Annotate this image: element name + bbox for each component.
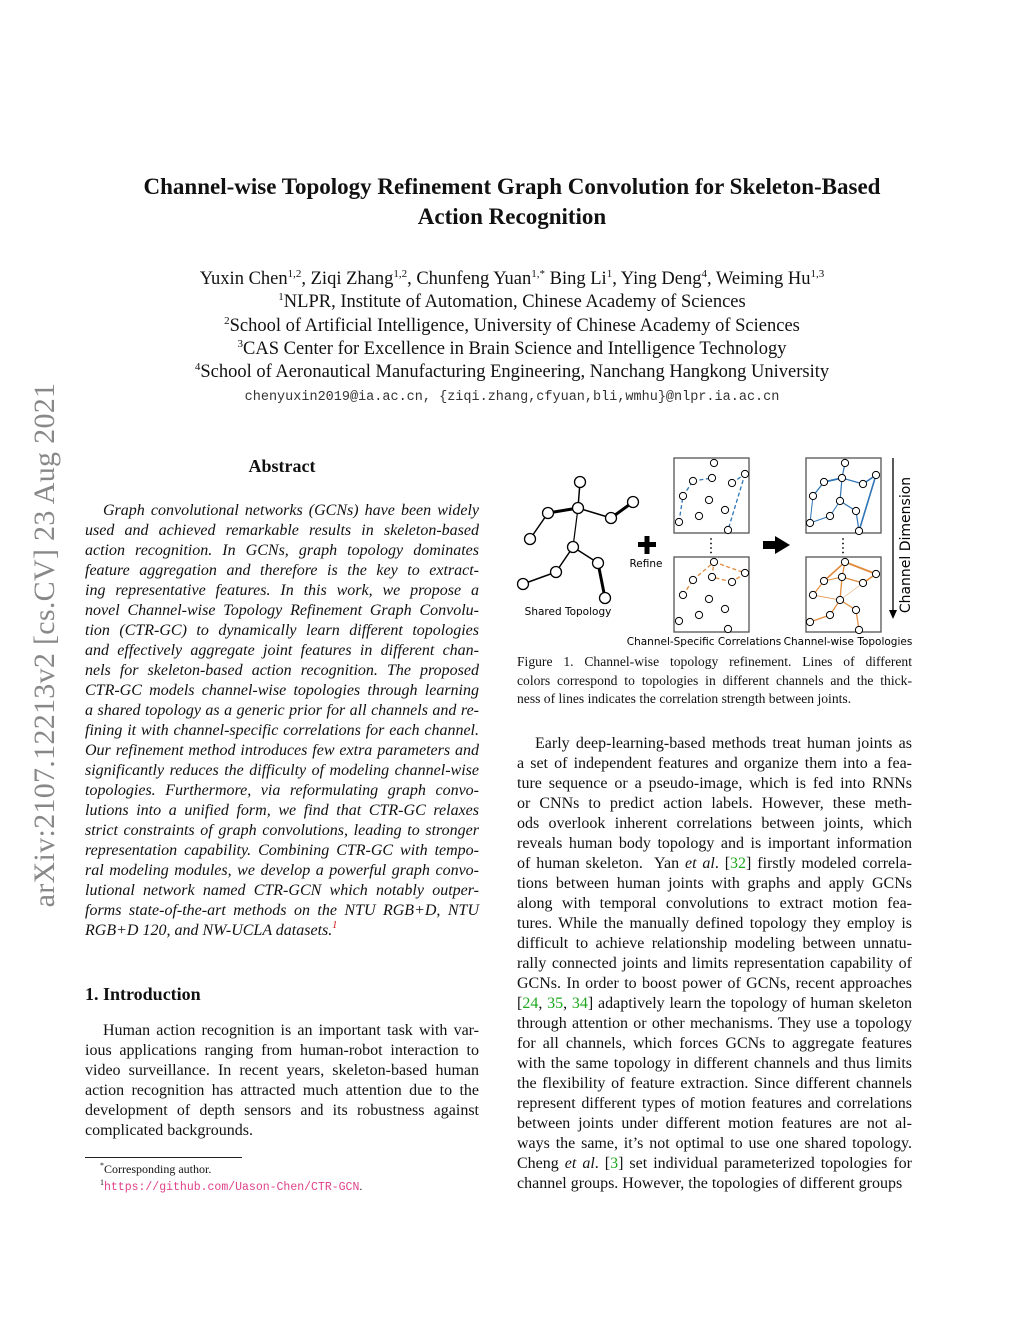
- footnote-period: .: [359, 1179, 363, 1193]
- text-line: [517, 1154, 912, 1174]
- footnote-text: Corresponding author.: [104, 1162, 212, 1176]
- joint-node: [741, 470, 748, 477]
- joint-node: [679, 591, 686, 598]
- ellipsis-dot: [710, 552, 712, 554]
- arrow-right-icon: [763, 536, 790, 554]
- joint-node: [859, 480, 866, 487]
- introduction-heading: 1. Introduction: [85, 984, 201, 1004]
- text-line: action recognition. In GCNs, graph topology dominates: [85, 542, 479, 559]
- text-line: [517, 994, 912, 1014]
- arxiv-identifier: arXiv:2107.12213v2 [cs.CV] 23 Aug 2021: [28, 382, 61, 908]
- joint-node: [852, 606, 859, 613]
- ellipsis-dot: [710, 538, 712, 540]
- plus-icon: [638, 536, 656, 554]
- joint-node: [728, 578, 735, 585]
- affiliation-text: CAS Center for Excellence in Brain Science and Intelligence Technology: [243, 338, 787, 359]
- joint-node: [695, 512, 702, 519]
- text-line: lutions into a unified form, we find that CTR-GC relaxes: [85, 802, 479, 819]
- author-name: Bing Li: [549, 269, 607, 289]
- topology-panel-blue: [806, 458, 881, 535]
- channel-dimension-axis: [889, 458, 914, 619]
- joint-node: [826, 611, 833, 618]
- author-name: Ying Deng: [620, 269, 702, 289]
- author-name: Yuxin Chen: [199, 269, 288, 289]
- shared-topology-skeleton: [518, 477, 639, 604]
- refine-label: Refine: [629, 558, 663, 570]
- text-line: CTR-GC models channel-wise topologies through learning: [85, 682, 479, 699]
- shared-topology-label: Shared Topology: [524, 606, 612, 618]
- correlation-panel-orange: [674, 557, 749, 633]
- author-affiliation-mark: 1,2: [393, 268, 408, 280]
- footnote-corresponding: [100, 1161, 211, 1177]
- text-line: reveals human body topology and is important information: [517, 835, 912, 852]
- text-line: tions between human joints with graphs and apply GCNs: [517, 875, 912, 892]
- text-segment: ] adaptively learn the topology of human skeleton: [587, 995, 913, 1012]
- text-line: complicated backgrounds.: [85, 1122, 253, 1139]
- text-segment: ,: [538, 995, 548, 1012]
- footnote-link: [100, 1178, 362, 1196]
- text-line: ness of lines indicates the correlation strength between joints.: [517, 691, 852, 706]
- emails: chenyuxin2019@ia.ac.cn, {ziqi.zhang,cfyuan,bli,wmhu}@nlpr.ia.ac.cn: [244, 390, 780, 406]
- joint-node: [836, 596, 843, 603]
- joint-node: [710, 558, 717, 565]
- intro-heading-wrap: [85, 984, 201, 1005]
- text-line: Figure 1. Channel-wise topology refinement. Lines of different: [517, 654, 912, 669]
- introduction-body: [85, 1021, 479, 1141]
- joint-node: [705, 595, 712, 602]
- text-segment: ] firstly modeled correla-: [746, 855, 913, 872]
- text-line: tion (CTR-GC) to dynamically learn different topologies: [85, 622, 479, 639]
- joint-node: [809, 492, 816, 499]
- text-line: between joints under different motion features are not al-: [517, 1115, 912, 1132]
- joint-node: [838, 573, 845, 580]
- ellipsis-dot: [842, 538, 844, 540]
- citation-link[interactable]: 24: [522, 995, 539, 1012]
- right-column-body: [517, 734, 912, 1194]
- text-line: lutional network named CTR-GCN which notably outper-: [85, 882, 479, 899]
- text-line: strict constraints of graph convolutions, leading to stronger: [85, 822, 479, 839]
- text-line: channel groups. However, the topologies of different groups: [517, 1175, 903, 1192]
- footnote-ref[interactable]: 1: [332, 920, 338, 931]
- skeleton-joint: [628, 497, 639, 508]
- text-line: and effectively aggregate joint features in different chan-: [85, 642, 479, 659]
- joint-node: [836, 497, 843, 504]
- abstract-heading: Abstract: [248, 456, 316, 476]
- joint-node: [689, 576, 696, 583]
- joint-node: [721, 506, 728, 513]
- skeleton-joint: [543, 508, 554, 519]
- text-line: represent different types of motion features and correlations: [517, 1095, 912, 1112]
- joint-node: [855, 626, 862, 633]
- footnote-divider: [85, 1157, 242, 1158]
- text-line: Our refinement method introduces few extra parameters and: [85, 742, 479, 759]
- text-line: through attention or other mechanisms. They use a topology: [517, 1015, 912, 1032]
- text-line: novel Channel-wise Topology Refinement Graph Convolu-: [85, 602, 479, 619]
- citation-link[interactable]: 3: [610, 1155, 619, 1172]
- figure-caption: [517, 653, 912, 709]
- ellipsis-dot: [710, 543, 712, 545]
- text-segment: RGB+D 120, and NW-UCLA datasets.: [85, 922, 333, 939]
- author-separator: ,: [301, 269, 311, 289]
- footnote-mark: 1: [100, 1178, 104, 1187]
- joint-node: [708, 474, 715, 481]
- text-line: fining it with channel-specific correlations for each channel.: [85, 722, 479, 739]
- text-line: ods overlook inherent correlations between joints, which: [517, 815, 912, 832]
- text-line: Early deep-learning-based methods treat human joints as: [535, 735, 912, 752]
- author-affiliation-mark: 4: [701, 268, 707, 280]
- affiliation-text: School of Artificial Intelligence, University of Chinese Academy of Sciences: [229, 315, 800, 336]
- skeleton-joint: [600, 593, 611, 604]
- text-line: forms state-of-the-art methods on the NTU RGB+D, NTU: [85, 902, 479, 919]
- author-separator: ,: [706, 269, 716, 289]
- title-line-2: Action Recognition: [417, 204, 607, 229]
- joint-node: [679, 492, 686, 499]
- affiliation-text: School of Aeronautical Manufacturing Engineering, Nanchang Hangkong University: [200, 362, 830, 383]
- joint-node: [695, 611, 702, 618]
- ellipsis-dot: [842, 552, 844, 554]
- author-separator: ,: [407, 269, 417, 289]
- text-line: ing representative features. In this work, we propose a: [85, 582, 479, 599]
- joint-node: [724, 625, 731, 632]
- text-line: ways the same, it’s not optimal to use one shared topology.: [517, 1135, 912, 1152]
- citation-link[interactable]: 32: [730, 855, 747, 872]
- affiliation-number: 3: [237, 337, 244, 350]
- text-line: difficult to achieve relationship modeling between unnatu-: [517, 935, 912, 952]
- text-line: or CNNs to predict action labels. However, these meth-: [517, 795, 912, 812]
- text-line: GCNs. In order to boost power of GCNs, recent approaches: [517, 975, 912, 992]
- text-line: along with temporal convolutions to extract motion fea-: [517, 895, 912, 912]
- author-name: Chunfeng Yuan: [416, 269, 532, 289]
- joint-node: [838, 474, 845, 481]
- text-line: development of depth sensors and its robustness against: [85, 1102, 479, 1119]
- text-line: action recognition has attracted much attention due to the: [85, 1082, 479, 1099]
- joint-node: [741, 569, 748, 576]
- joint-node: [724, 526, 731, 533]
- joint-node: [710, 459, 717, 466]
- text-line: a set of independent features and organize them into a fea-: [517, 755, 912, 772]
- joint-node: [859, 579, 866, 586]
- ellipsis-dot: [842, 547, 844, 549]
- joint-node: [826, 512, 833, 519]
- text-line: Human action recognition is an important task with var-: [103, 1022, 479, 1039]
- skeleton-joint: [573, 503, 584, 514]
- text-line: video surveillance. In recent years, skeleton-based human: [85, 1062, 479, 1079]
- skeleton-joint: [593, 558, 604, 569]
- correlation-panel-blue: [674, 458, 749, 534]
- text-line: ture sequence or a pseudo-image, which is fed into RNNs: [517, 775, 912, 792]
- text-line: for all channels, which forces GCNs to aggregate features: [517, 1035, 912, 1052]
- joint-node: [841, 558, 848, 565]
- text-line: Graph convolutional networks (GCNs) have been widely: [103, 502, 479, 519]
- channel-dimension-label: Channel Dimension: [898, 476, 914, 614]
- joint-node: [675, 518, 682, 525]
- text-line: rally connected joints and limits representation capability of: [517, 955, 912, 972]
- skeleton-joint: [551, 567, 562, 578]
- joint-node: [872, 471, 879, 478]
- joint-node: [841, 459, 848, 466]
- skeleton-joint: [575, 477, 586, 488]
- joint-node: [675, 617, 682, 624]
- joint-node: [820, 478, 827, 485]
- title-line-1: Channel-wise Topology Refinement Graph Convolution for Skeleton-Based: [143, 174, 881, 199]
- author-name: Ziqi Zhang: [310, 269, 394, 289]
- channel-wise-label: Channel-wise Topologies: [783, 636, 913, 648]
- joint-node: [728, 479, 735, 486]
- topology-panel-orange: [806, 557, 881, 634]
- text-line: [85, 921, 479, 941]
- author-affiliation-mark: 1,*: [531, 268, 546, 280]
- text-segment: et al: [564, 1155, 595, 1172]
- joint-node: [872, 570, 879, 577]
- author-affiliation-mark: 1,3: [810, 268, 825, 280]
- affiliation-number: 4: [194, 361, 201, 374]
- joint-node: [806, 618, 813, 625]
- ellipsis-dot: [842, 543, 844, 545]
- footnote-mark: *: [100, 1161, 104, 1170]
- author-affiliation-mark: 1: [606, 268, 613, 280]
- text-line: used and achieved remarkable results in skeleton-based: [85, 522, 479, 539]
- text-line: with the same topology in different channels and thus limits: [517, 1055, 912, 1072]
- skeleton-joint: [568, 542, 579, 553]
- joint-node: [806, 519, 813, 526]
- text-line: a shared topology as a generic prior for all channels and re-: [85, 702, 479, 719]
- figure-1: [0, 0, 1024, 660]
- affiliation-number: 1: [278, 291, 284, 304]
- text-line: nels for skeleton-based action recognition. The proposed: [85, 662, 479, 679]
- joint-node: [721, 605, 728, 612]
- channel-specific-label: Channel-Specific Correlations: [626, 636, 782, 648]
- text-line: [517, 854, 912, 874]
- ellipsis-dot: [710, 547, 712, 549]
- joint-node: [689, 477, 696, 484]
- joint-node: [820, 577, 827, 584]
- text-line: colors correspond to topologies in different channels and the thick-: [517, 672, 912, 688]
- joint-node: [855, 527, 862, 534]
- text-line: ral modeling modules, we develop a powerful graph convo-: [85, 862, 479, 879]
- joint-node: [705, 496, 712, 503]
- text-line: feature aggregation and therefore is the key to extract-: [85, 562, 479, 579]
- affiliation-text: NLPR, Institute of Automation, Chinese Academy of Sciences: [283, 292, 746, 313]
- text-line: the flexibility of feature extraction. Since different channels: [517, 1075, 912, 1092]
- skeleton-joint: [606, 513, 617, 524]
- text-segment: . [: [594, 1155, 611, 1172]
- text-segment: [: [517, 995, 523, 1012]
- affiliation-number: 2: [224, 314, 230, 327]
- text-segment: ,: [563, 995, 572, 1012]
- text-segment: . [: [714, 855, 731, 872]
- text-segment: Cheng: [517, 1155, 565, 1172]
- author-affiliation-mark: 1,2: [287, 268, 302, 280]
- text-line: ious applications ranging from human-robot interaction to: [85, 1042, 479, 1059]
- author-name: Weiming Hu: [715, 269, 811, 289]
- author-separator: ,: [612, 269, 621, 289]
- text-line: topologies. Furthermore, via reformulating graph convo-: [85, 782, 479, 799]
- text-segment: ] set individual parameterized topologies for: [618, 1155, 913, 1172]
- skeleton-joint: [518, 579, 529, 590]
- text-line: tures. While the manually defined topology they employ is: [517, 915, 912, 932]
- citation-link[interactable]: 35: [547, 995, 564, 1012]
- text-segment: et al: [684, 855, 715, 872]
- skeleton-joint: [525, 534, 536, 545]
- joint-node: [809, 591, 816, 598]
- github-link[interactable]: https://github.com/Uason-Chen/CTR-GCN: [104, 1181, 360, 1194]
- joint-node: [708, 573, 715, 580]
- text-line: representation capability. Combining CTR-GC with tempo-: [85, 842, 479, 859]
- text-line: significantly reduces the difficulty of modeling channel-wise: [85, 762, 479, 779]
- citation-link[interactable]: 34: [571, 995, 588, 1012]
- text-segment: of human skeleton. Yan: [517, 855, 685, 872]
- joint-node: [852, 507, 859, 514]
